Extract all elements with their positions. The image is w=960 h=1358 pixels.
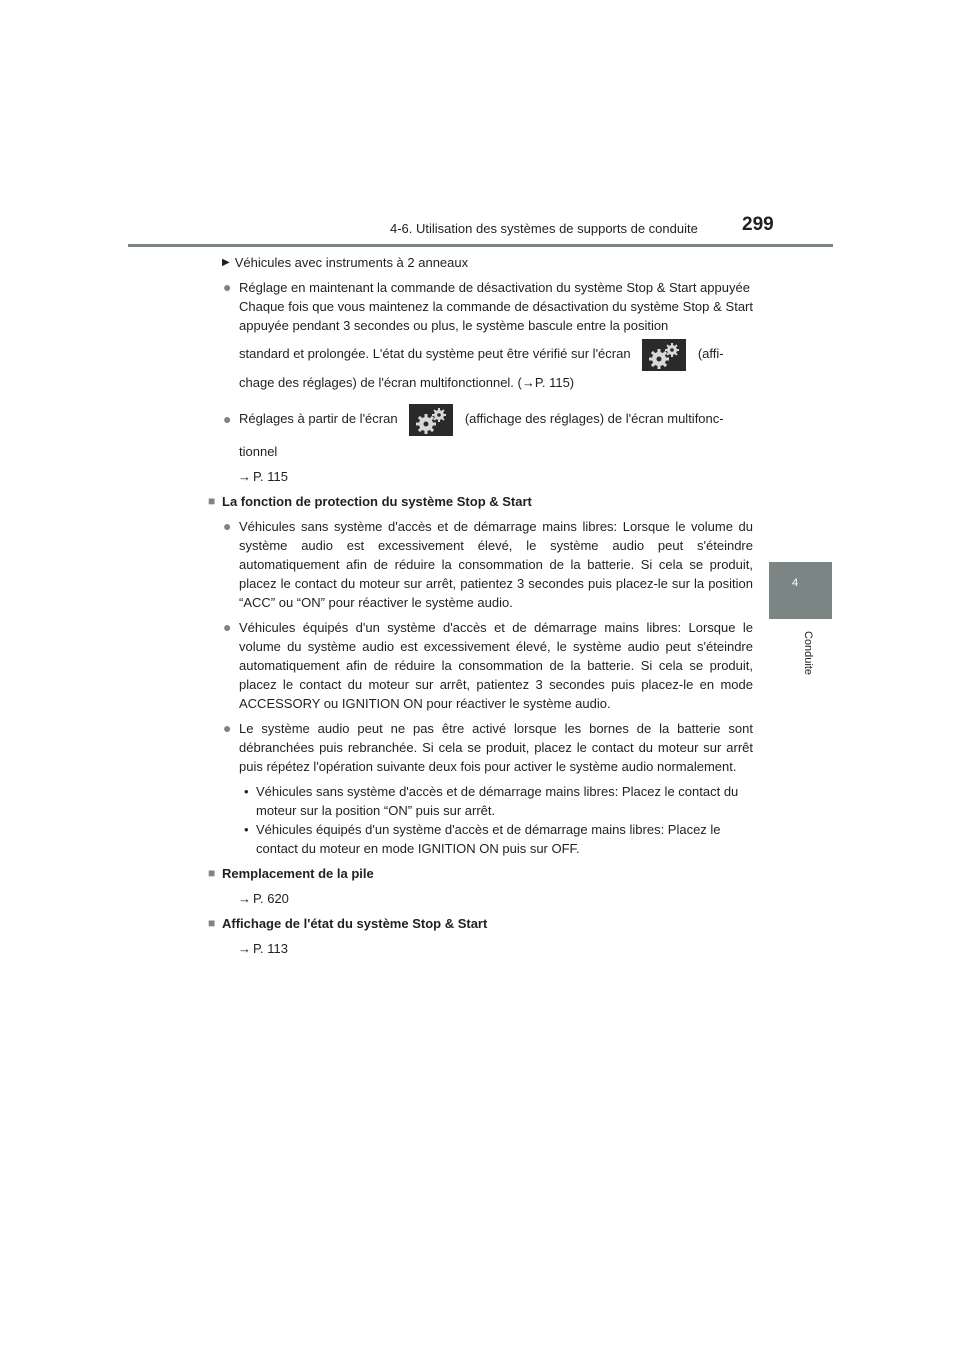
circle-bullet-icon: ● [223, 411, 232, 427]
bullet-text: Réglage en maintenant la commande de désactivation du système Stop & Start appuyée [239, 280, 750, 295]
settings-gear-icon [409, 404, 453, 436]
square-bullet-icon: ■ [208, 494, 216, 508]
chapter-tab [769, 562, 832, 619]
bullet-text: tionnel [239, 444, 278, 459]
bullet-text: standard et prolongée. L'état du système peut être vérifié sur l'écran [239, 346, 631, 361]
page-reference [238, 889, 753, 908]
header-rule [128, 244, 833, 247]
page-reference-text: P. 113 [253, 941, 288, 956]
page-content [208, 253, 753, 964]
bullet-item [223, 719, 753, 776]
chapter-tab-label: Conduite [802, 631, 814, 676]
page-reference-text: P. 115 [253, 469, 288, 484]
bullet-item [223, 400, 753, 461]
page-number: 299 [742, 214, 774, 235]
bullet-item [223, 618, 753, 713]
section-heading [208, 914, 753, 933]
sub-list-item [244, 820, 754, 858]
bullet-text: (affichage des réglages) de l'écran multifonc- [464, 411, 724, 426]
circle-bullet-icon: ● [223, 720, 232, 736]
bullet-text: Véhicules sans système d'accès et de démarrage mains libres: Lorsque le volume du système audio est excessivement élevé, le système audio peut s'éteindre automatiquement afin de réduire la consommation de la batterie. Si cela se produit, placez le contact du moteur sur arrêt, patientez 3 secondes puis placez-le sur la position “ACC” ou “ON” pour réactiver le système audio. [239, 519, 753, 610]
arrow-right-icon: → [238, 469, 251, 484]
square-bullet-icon: ■ [208, 916, 216, 930]
settings-gear-icon [642, 339, 686, 371]
page-reference [238, 467, 753, 486]
small-bullet-icon: • [244, 822, 249, 837]
bullet-text: chage des réglages) de l'écran multifonctionnel. (→P. 115) [239, 375, 575, 390]
sub-list-text: Véhicules sans système d'accès et de démarrage mains libres: Placez le contact du moteur sur la position “ON” puis sur arrêt. [256, 784, 739, 818]
arrow-right-icon: → [238, 891, 251, 906]
section-title: Affichage de l'état du système Stop & Start [222, 916, 488, 931]
section-heading [208, 864, 753, 883]
small-bullet-icon: • [244, 784, 249, 799]
triangle-right-icon: ▶ [222, 257, 230, 268]
sub-list [208, 782, 753, 858]
arrow-right-icon: → [238, 941, 251, 956]
bullet-text: Véhicules équipés d'un système d'accès et de démarrage mains libres: Lorsque le volume du système audio est excessivement élevé, le système audio peut s'éteindre automatiquement afin de réduire la consommation de la batterie. Si cela se produit, placez le contact du moteur sur arrêt, patientez 3 secondes puis placez-le en mode ACCESSORY ou IGNITION ON pour réactiver le système audio. [239, 620, 753, 711]
section-title: La fonction de protection du système Stop & Start [222, 494, 532, 509]
chapter-title: 4-6. Utilisation des systèmes de supports de conduite [390, 221, 698, 236]
sub-list-item [244, 782, 754, 820]
section-title: Remplacement de la pile [222, 866, 374, 881]
bullet-text-with-icon [239, 400, 753, 438]
page-reference [238, 939, 753, 958]
sub-list-text: Véhicules équipés d'un système d'accès et de démarrage mains libres: Placez le contact du moteur en mode IGNITION ON puis sur OFF. [256, 822, 721, 856]
bullet-item [223, 517, 753, 612]
circle-bullet-icon: ● [223, 279, 232, 295]
circle-bullet-icon: ● [223, 619, 232, 635]
vehicle-type-line [222, 253, 753, 272]
square-bullet-icon: ■ [208, 866, 216, 880]
vehicle-type-label: Véhicules avec instruments à 2 anneaux [234, 255, 469, 270]
bullet-text: Chaque fois que vous maintenez la commande de désactivation du système Stop & Start appuyée pendant 3 secondes ou plus, le système bascule entre la position [239, 299, 753, 333]
bullet-text: Réglages à partir de l'écran [239, 411, 398, 426]
bullet-item [223, 278, 753, 392]
bullet-text: Le système audio peut ne pas être activé lorsque les bornes de la batterie sont débranchées puis rebranchée. Si cela se produit, placez le contact du moteur sur arrêt puis répétez l'opération suivante deux fois pour activer le système audio normalement. [239, 721, 753, 774]
chapter-tab-number: 4 [792, 577, 799, 589]
page-reference-text: P. 620 [253, 891, 289, 906]
bullet-text: (affi- [697, 346, 724, 361]
circle-bullet-icon: ● [223, 518, 232, 534]
bullet-text-with-icon [239, 335, 753, 373]
section-heading [208, 492, 753, 511]
